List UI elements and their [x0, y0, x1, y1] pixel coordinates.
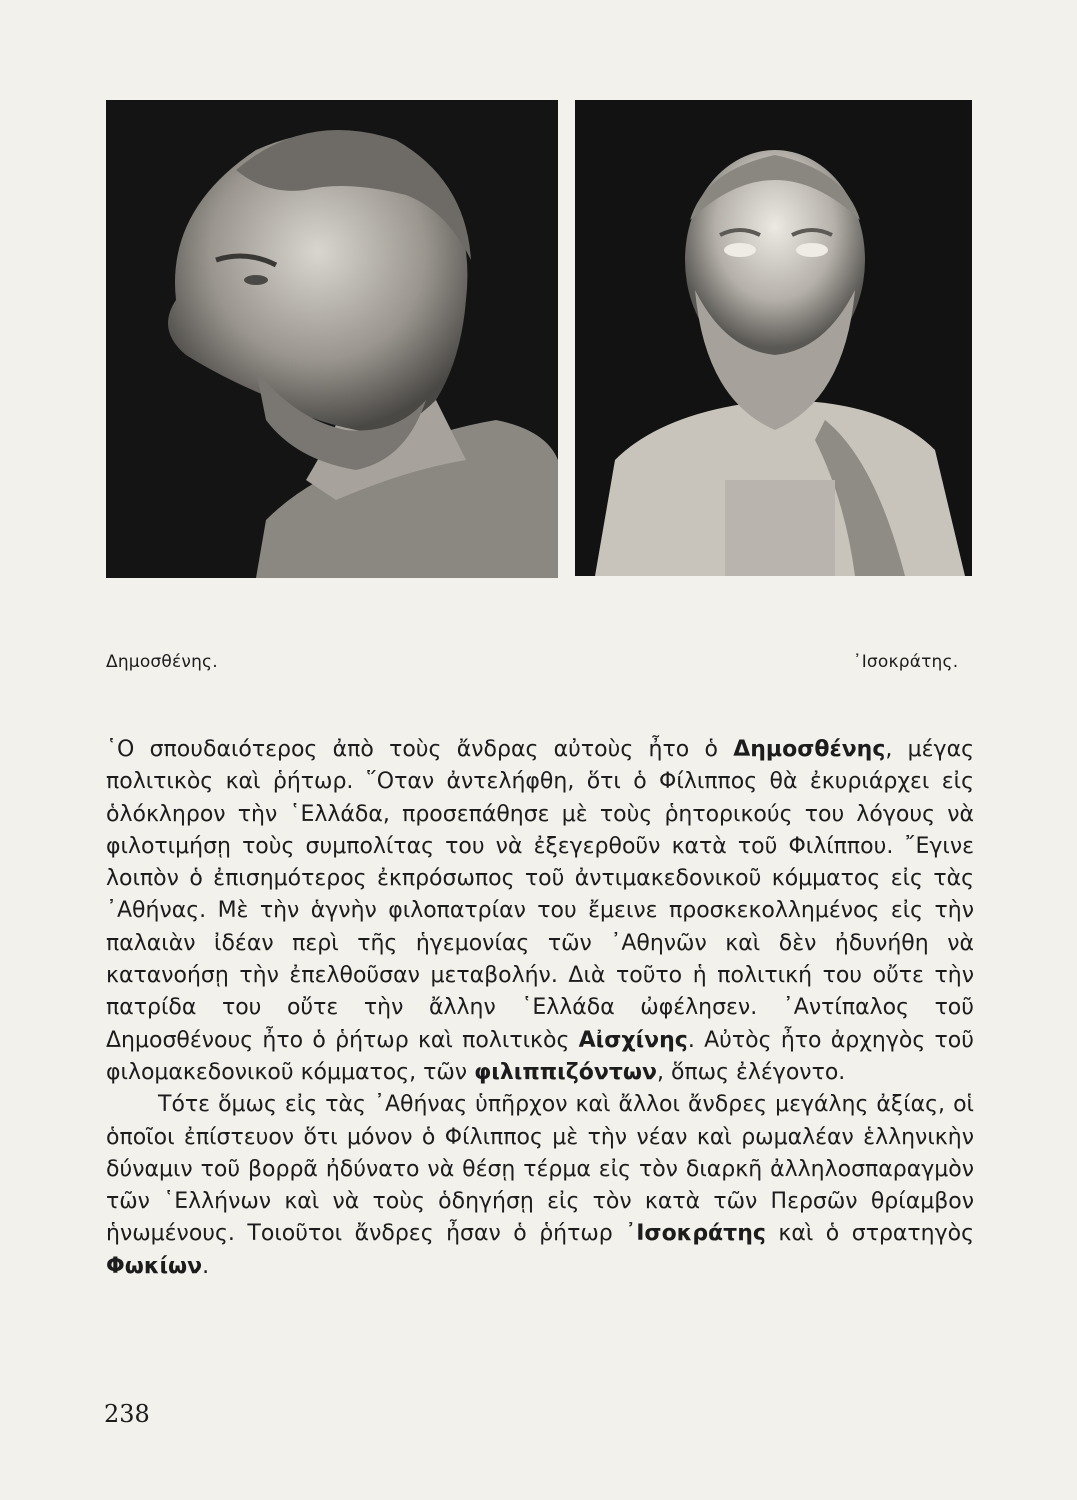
demosthenes-bust-illustration: [106, 100, 558, 578]
bold-term-phocion: Φωκίων: [106, 1253, 203, 1279]
bold-term-philippizers: φιλιππιζόντων: [474, 1059, 657, 1085]
text-span: Τότε ὅμως εἰς τὰς ᾿Αθήνας ὑπῆρχον καὶ ἄλλοι ἄνδρες μεγάλης ἀξίας, οἱ ὁποῖοι ἐπίστευον ὅτι μόνον ὁ Φίλιππος μὲ τὴν νέαν καὶ ρωμαλέαν ἑλληνικὴν δύναμιν τοῦ βορρᾶ ἠδύνατο νὰ θέσῃ τέρμα εἰς τὸν διαρκῆ ἀλληλοσπαραγμὸν τῶν ῾Ελλήνων καὶ νὰ τοὺς ὁδηγήσῃ εἰς τὸν κατὰ τῶν Περσῶν θρίαμβον ἡνωμένους. Τοιοῦτοι ἄνδρες ἦσαν ὁ ῥήτωρ: [106, 1092, 974, 1247]
text-span: , ὅπως ἐλέγοντο.: [656, 1059, 846, 1085]
isocrates-bust-illustration: [575, 100, 972, 576]
isocrates-bust-photo: [575, 100, 972, 576]
text-span: , μέγας πολιτικὸς καὶ ῥήτωρ. ῞Οταν ἀντελήφθη, ὅτι ὁ Φίλιππος θὰ ἐκυριάρχει εἰς ὁλόκληρον τὴν ῾Ελλάδα, προσεπάθησε μὲ τοὺς ῥητορικούς του λόγους νὰ φιλοτιμήσῃ τοὺς συμπολίτας του νὰ ἐξεγερθοῦν κατὰ τοῦ Φιλίππου. ῎Εγινε λοιπὸν ὁ ἐπισημότερος ἐκπρόσωπος τοῦ ἀντιμακεδονικοῦ κόμματος εἰς τὰς ᾿Αθήνας. Μὲ τὴν ἁγνὴν φιλοπατρίαν του ἔμεινε προσκεκολλημένος εἰς τὴν παλαιὰν ἰδέαν περὶ τῆς ἡγεμονίας τῶν ᾿Αθηνῶν καὶ δὲν ἠδυνήθη νὰ κατανοήσῃ τὴν ἐπελθοῦσαν μεταβολήν. Διὰ τοῦτο ἡ πολιτική του οὔτε τὴν πατρίδα του οὔτε τὴν ἄλλην ῾Ελλάδα ὠφέλησεν. ᾿Αντίπαλος τοῦ Δημοσθένους ἦτο ὁ ῥήτωρ καὶ πολιτικὸς: [106, 737, 974, 1053]
bold-term-aeschines: Αἰσχίνης: [578, 1027, 688, 1053]
text-span: καὶ ὁ στρατηγὸς: [765, 1221, 974, 1247]
caption-demosthenes: Δημοσθένης.: [106, 652, 218, 672]
paragraph-isocrates-phocion: [106, 1089, 974, 1283]
paragraph-demosthenes: [106, 734, 974, 1089]
caption-isocrates: ᾿Ισοκράτης.: [853, 652, 959, 672]
bold-term-isocrates: ᾿Ισοκράτης: [625, 1221, 766, 1247]
bold-term-demosthenes: Δημοσθένης: [733, 737, 886, 762]
text-span: .: [202, 1253, 210, 1279]
text-span: ῾Ο σπουδαιότερος ἀπὸ τοὺς ἄνδρας αὐτοὺς ἦτο ὁ: [106, 737, 734, 762]
main-text: [106, 734, 974, 1283]
page-number: 238: [104, 1400, 150, 1428]
demosthenes-bust-photo: [106, 100, 558, 578]
text-span: . Αὐτὸς ἦτο ἀρχηγὸς τοῦ φιλομακεδονικοῦ κόμματος, τῶν: [106, 1027, 974, 1085]
